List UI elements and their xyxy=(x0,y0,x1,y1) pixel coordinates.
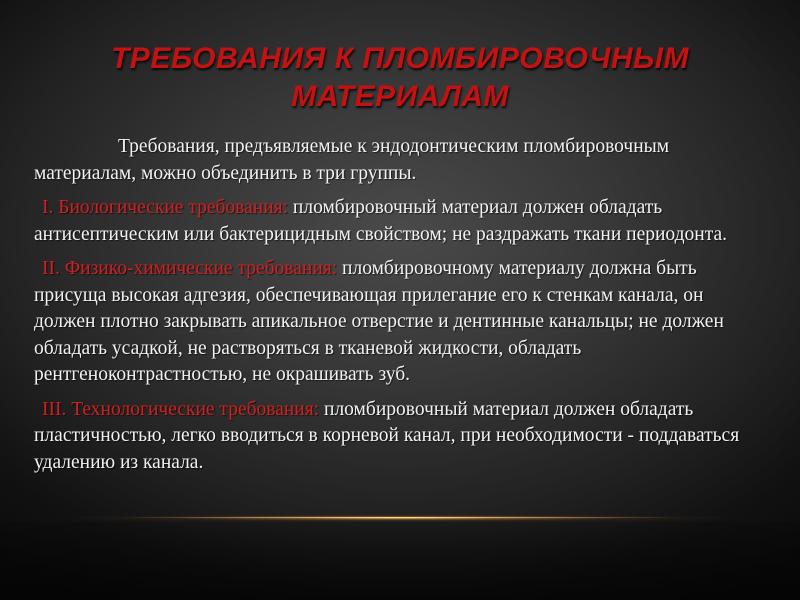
section-biological xyxy=(34,195,764,248)
section-label-physicochemical: II. Физико-химические требования: xyxy=(42,258,338,279)
section-physicochemical xyxy=(34,256,764,389)
decorative-glow-line xyxy=(40,514,760,522)
section-label-biological: I. Биологические требования: xyxy=(42,197,289,218)
decorative-glow-core xyxy=(120,517,680,518)
section-technological xyxy=(34,397,764,477)
slide-title: ТРЕБОВАНИЯ К ПЛОМБИРОВОЧНЫМ МАТЕРИАЛАМ xyxy=(110,42,689,113)
section-text-biological: пломбировочный материал должен обладать антисептическим или бактерицидным свойством; не раздражать ткани периодонта. xyxy=(34,197,727,245)
section-label-technological: III. Технологические требования: xyxy=(42,398,320,420)
section-text-technological: пломбировочный материал должен обладать пластичностью, легко вводиться в корневой канал, при необходимости - поддаваться удалению из канала. xyxy=(34,398,740,473)
bottom-shade xyxy=(0,522,800,600)
slide-body xyxy=(34,134,764,484)
section-text-physicochemical: пломбировочному материалу должна быть присуща высокая адгезия, обеспечивающая прилегание его к стенкам канала, он должен плотно закрывать апикальное отверстие и дентинные канальцы; не должен обладать усадкой, не растворяться в тканевой жидкости, обладать рентгеноконтрастностью, не окрашивать зуб. xyxy=(34,258,724,385)
intro-paragraph: Требования, предъявляемые к эндодонтическим пломбировочным материалам, можно объединить в три группы. xyxy=(34,136,670,184)
